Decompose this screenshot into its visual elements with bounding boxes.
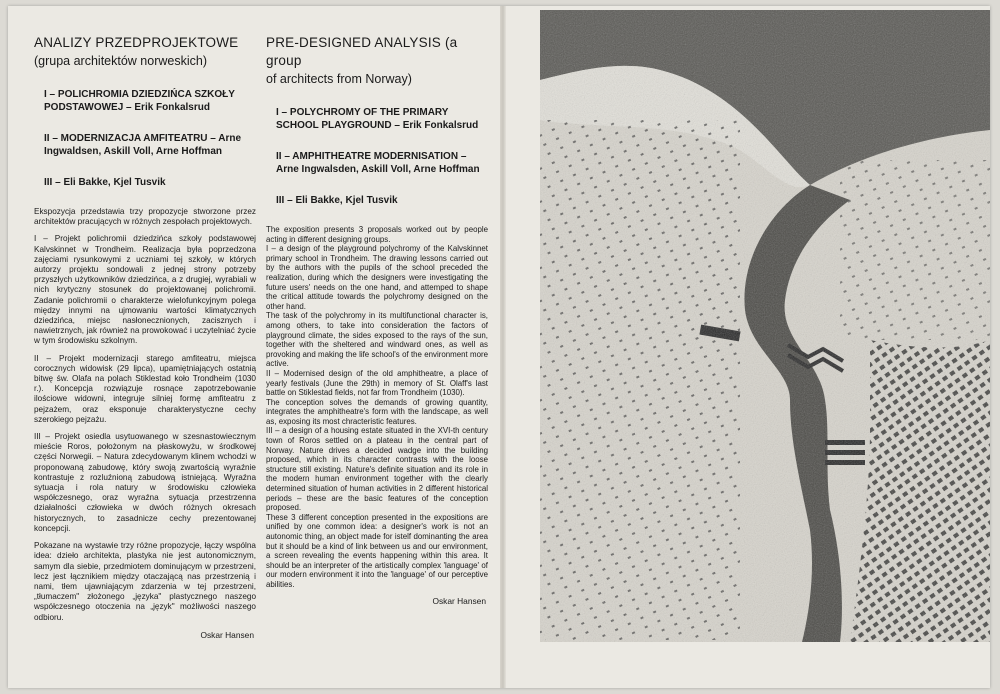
polish-item-3: III – Eli Bakke, Kjel Tusvik [44,177,166,188]
polish-column [34,6,256,640]
english-column [266,6,488,606]
polish-subtitle: (grupa architektów norweskich) [34,54,207,68]
book-spread [8,6,990,688]
english-paragraph: II – Modernised design of the old amphitheatre, a place of yearly festivals (June the 29th) in memory of St. Olaff's last battle on Stiklestad fields, not far from Trondheim (1030). [266,368,488,398]
site-plan-drawing [540,10,990,642]
polish-body [34,207,256,623]
english-paragraph: III – a design of a housing estate situated in the XVI-th century town of Roros settled on a plateau in the central part of Norway. Nature drives a decided wadge into the building proposed, which in its character contrasts with the loose structure still existing. Nature's definite situation and its role in the modern human environment together with the clearly determined situation of human activities in 2 different historical periods – these are the basic features of the conception proposed. [266,426,488,513]
english-title: PRE-DESIGNED ANALYSIS (a group [266,35,458,68]
english-paragraph: I – a design of the playground polychromy of the Kalvskinnet primary school in Trondheim. The drawing lessons carried out by the authors with the pupils of the school preceded the realization, during which the designers were investigating the future users' needs on the one hand, and attemped to shape the critical attitude towards the polychromy designed on the other hand. [266,244,488,311]
english-body [266,225,488,590]
polish-item-2: II – MODERNIZACJA AMFITEATRU – Arne Ingwaldsen, Askill Voll, Arne Hoffman [44,133,242,157]
english-subtitle: of architects from Norway) [266,72,412,86]
english-item-1: I – POLYCHROMY OF THE PRIMARY SCHOOL PLAYGROUND – Erik Fonkalsrud [276,107,479,131]
english-paragraph: The task of the polychromy in its multifunctional character is, among others, to take into consideration the factors of playground climate, the sides exposed to the rays of the sun, together with the sheltered and windward ones, as well as provoking and making the life school's of the environment more active. [266,311,488,369]
english-paragraph: The conception solves the demands of growing quantity, integrates the amphitheatre's form with the landscape, as well as, exposing its most chracteristic features. [266,397,488,426]
polish-signature: Oskar Hansen [200,629,254,640]
polish-paragraph: Pokazane na wystawie trzy różne propozycje, łączy wspólna idea: dzieło architekta, plastyka nie jest autonomicznym, samym dla siebie, przedmiotem dominującym w przestrzeni, lecz jest łącznikiem między otaczającą nas przestrzenią i nami, tłem ujawniającym zdarzenia w tej przestrzeni, „tłumaczem" złożonego „języka" plastycznego naszego współczesnego otoczenia na „język" możliwości naszego odbioru. [34,541,256,622]
english-paragraph: The exposition presents 3 proposals worked out by people acting in different designing groups. [266,225,488,244]
left-page [8,6,500,688]
polish-paragraph: II – Projekt modernizacji starego amfiteatru, miejsca corocznych widowisk (29 lipca), upamiętniających ostatnią bitwę św. Olafa na polach Stiklestad koło Trondheim (1030 r.). Koncepcja rozwiązuje rosnące zapotrzebowanie ilościowe widowni, integruje silniej formę amfiteatru z pejzażem, oraz eksponuje charakterystyczne cechy szerokiego pejzażu. [34,353,256,424]
polish-item-1: I – POLICHROMIA DZIEDZIŃCA SZKOŁY PODSTAWOWEJ – Erik Fonkalsrud [44,89,235,113]
polish-paragraph: III – Projekt osiedla usytuowanego w szesnastowiecznym mieście Roros, położonym na płaskowyżu, w środkowej części Norwegii. – Natura zdecydowanym klinem wchodzi w proponowaną zabudowę, który swoją zwartością wyraźnie kontrastuje z rozluźnioną zabudową istniejącą. Wyraźna sytuacja i rola natury w środowisku człowieka współczesnego, oraz wyraźna sytuacja przestrzenna działalności człowieka w dwóch różnych okresach historycznych, to zasadnicze cechy prezentowanej koncepcji. [34,432,256,533]
right-page [506,6,990,688]
english-item-2: II – AMPHITHEATRE MODERNISATION – Arne Ingwalsden, Askill Voll, Arne Hoffman [276,151,480,175]
english-paragraph: These 3 different conception presented in the expositions are unified by one common idea: a designer's work is not an autonomic thing, an object made for istelf dominanting the area but it should be a kind of link between us and our environment, a screen revealing the events happening within this area. It should be an interpreter of the artistically complex 'language' of our modern environment it into the 'language' of our perceptive abilities. [266,512,488,589]
polish-title: ANALIZY PRZEDPROJEKTOWE [34,35,239,50]
map-grain [540,10,990,642]
english-signature: Oskar Hansen [432,595,486,606]
english-item-3: III – Eli Bakke, Kjel Tusvik [276,195,398,206]
site-plan-photo [540,10,990,642]
polish-paragraph: I – Projekt polichromii dziedzińca szkoły podstawowej Kalvskinnet w Trondheim. Realizacja była poprzedzona zajęciami rysunkowymi z uczniami tej szkoły, w których autorzy projektu sondowali z jednej strony potrzeby przyszłych użytkowników dziedzińca, a z drugiej, wyrabiali w nich krytyczny stosunek do projektowanej polichromii. Zadanie polichromii o charakterze wielofunkcyjnym polega między innymi na ujmowaniu wartości klimatycznych dziedzińca, miejsc nasłonecznionych, zacisznych i nawietrznych, jak również na prowokować i uczytelniać życie w tym środowisku szkolnym. [34,234,256,346]
polish-paragraph: Ekspozycja przedstawia trzy propozycje stworzone przez architektów pracujących w różnych zespołach projektowych. [34,207,256,227]
